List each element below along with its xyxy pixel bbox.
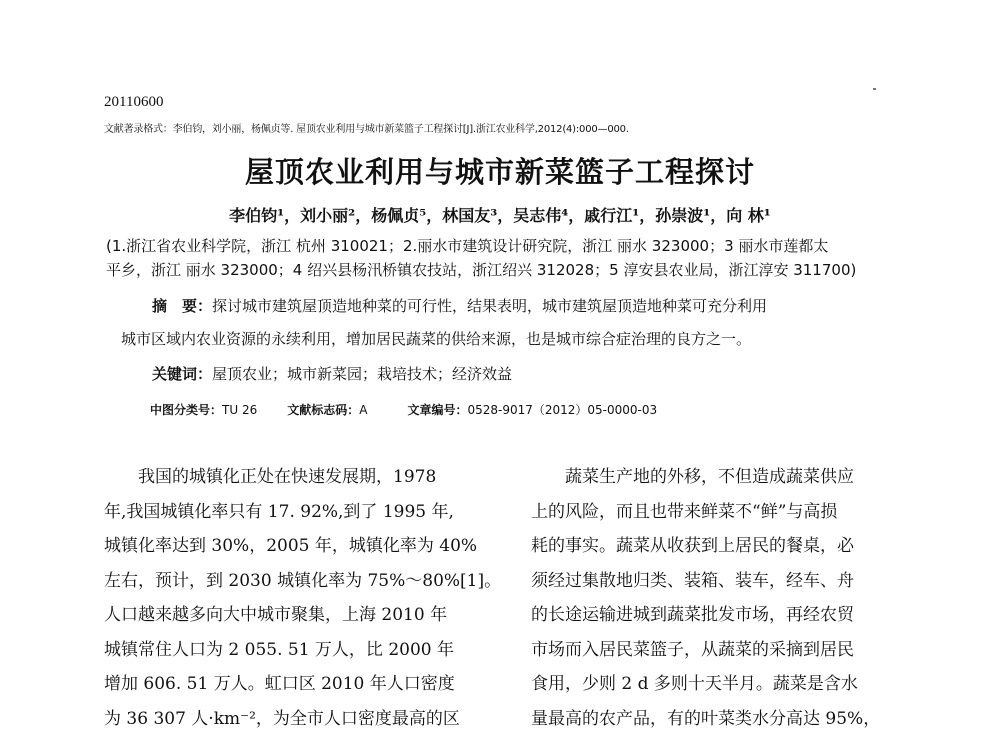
body-line: 城镇常住人口为 2 055. 51 万人，比 2000 年 — [104, 633, 501, 668]
abstract-line-1 — [152, 295, 767, 316]
affiliation-line-2: 平乡，浙江 丽水 323000；4 绍兴县杨汛桥镇农技站，浙江绍兴 312028；5 淳安县农业局，浙江淳安 311700) — [106, 259, 856, 280]
keywords-line — [152, 363, 512, 384]
abstract-text-1: 探讨城市建筑屋顶造地种菜的可行性，结果表明，城市建筑屋顶造地种菜可充分利用 — [212, 297, 767, 315]
body-line: 城镇化率达到 30%，2005 年，城镇化率为 40% — [104, 529, 501, 564]
keywords-label: 关键词： — [152, 365, 212, 383]
article-number-label: 文章编号： — [407, 403, 467, 417]
doc-code-label: 文献标志码： — [287, 403, 359, 417]
document-id: 20110600 — [104, 94, 163, 111]
body-line: 的长途运输进城到蔬菜批发市场，再经农贸 — [531, 598, 880, 633]
abstract-line-2: 城市区域内农业资源的永续利用，增加居民蔬菜的供给来源，也是城市综合症治理的良方之一。 — [121, 328, 751, 349]
body-line: 耗的事实。蔬菜从收获到上居民的餐桌，必 — [531, 529, 880, 564]
citation-line: 文献著录格式：李伯钧，刘小丽，杨佩贞等. 屋顶农业利用与城市新菜篮子工程探讨[J].浙江农业科学,2012(4):000—000. — [104, 120, 629, 135]
body-line: 左右，预计，到 2030 城镇化率为 75%～80%[1]。 — [104, 564, 501, 599]
body-line: 增加 606. 51 万人。虹口区 2010 年人口密度 — [104, 667, 501, 702]
affiliation-line-1: (1.浙江省农业科学院，浙江 杭州 310021；2.丽水市建筑设计研究院，浙江 丽水 323000；3 丽水市莲都太 — [106, 235, 828, 256]
body-line: 量最高的农产品，有的叶菜类水分高达 95%， — [531, 702, 880, 736]
body-line: 市场而入居民菜篮子，从蔬菜的采摘到居民 — [531, 633, 880, 668]
keywords-value: 屋顶农业；城市新菜园；栽培技术；经济效益 — [212, 365, 512, 383]
body-line: 须经过集散地归类、装箱、装车，经车、舟 — [531, 564, 880, 599]
body-line: 人口越来越多向大中城市聚集，上海 2010 年 — [104, 598, 501, 633]
body-column-left — [104, 460, 501, 736]
article-number-value: 0528-9017（2012）05-0000-03 — [467, 403, 657, 417]
abstract-label: 摘 要： — [152, 297, 212, 315]
body-column-right — [531, 460, 880, 736]
clc-label: 中图分类号： — [150, 403, 222, 417]
body-line: 年,我国城镇化率只有 17. 92%,到了 1995 年, — [104, 495, 501, 530]
body-line: 蔬菜生产地的外移，不但造成蔬菜供应 — [531, 460, 880, 495]
classification-line — [150, 401, 657, 418]
body-line: 为 36 307 人·km⁻²，为全市人口密度最高的区 — [104, 702, 501, 736]
doc-code-value: A — [359, 403, 367, 417]
body-line: 食用，少则 2 d 多则十天半月。蔬菜是含水 — [531, 667, 880, 702]
body-line: 上的风险，而且也带来鲜菜不“鲜”与高损 — [531, 495, 880, 530]
paper-title: 屋顶农业利用与城市新菜篮子工程探讨 — [0, 150, 1000, 191]
author-list: 李伯钧¹，刘小丽²，杨佩贞⁵，林国友³，吴志伟⁴，戚行江¹，孙崇波¹，向 林¹ — [0, 203, 1000, 226]
clc-value: TU 26 — [222, 403, 257, 417]
body-line: 我国的城镇化正处在快速发展期，1978 — [104, 460, 501, 495]
scan-speck — [873, 88, 876, 90]
